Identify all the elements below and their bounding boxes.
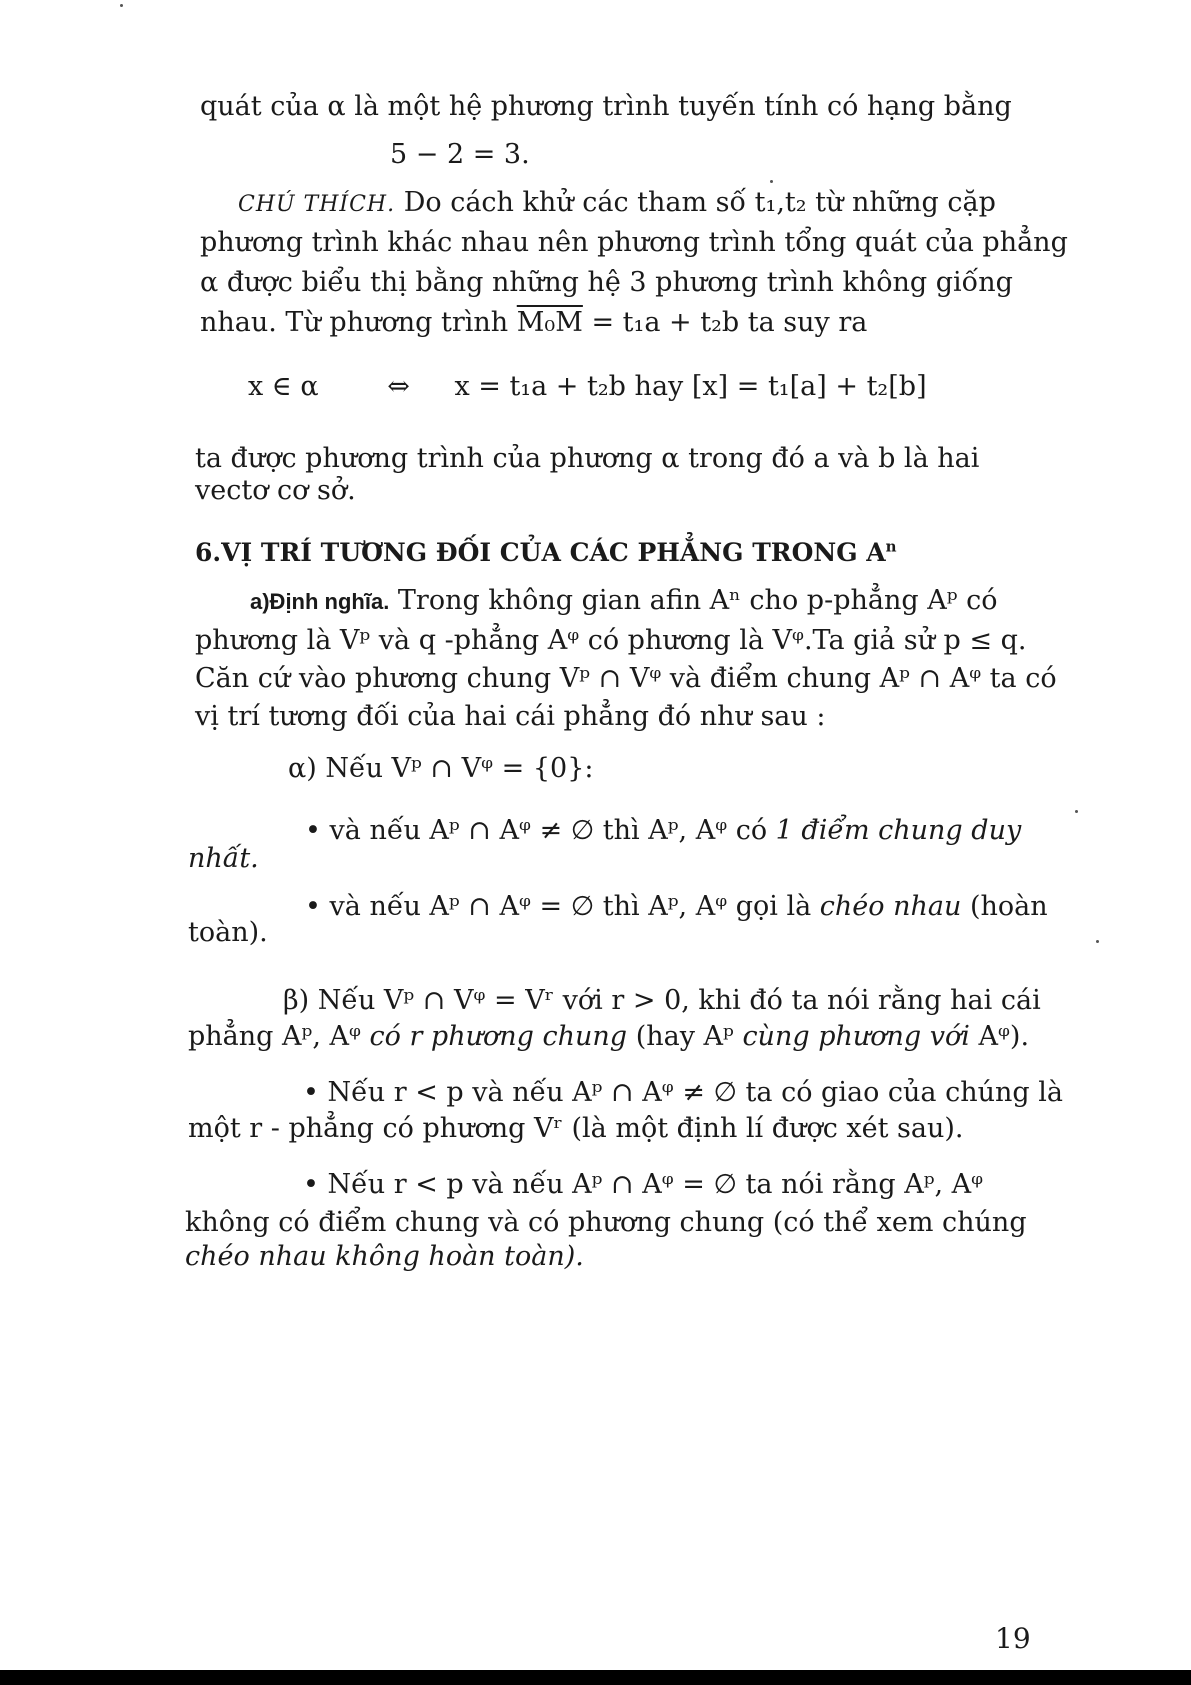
note-text: Do cách khử các tham số t₁,t₂ từ những cặp [403, 187, 996, 218]
text-fragment: Trong không gian afin Aⁿ cho p-phẳng Aᵖ có [397, 585, 998, 616]
text-fragment: • và nếu Aᵖ ∩ Aᵠ = ∅ thì Aᵖ, Aᵠ gọi là [305, 891, 812, 922]
italic-fragment: 1 điểm chung duy [775, 815, 1022, 846]
scan-speck [1075, 810, 1078, 813]
italic-fragment: cùng phương với [742, 1021, 970, 1052]
note-line [238, 186, 996, 222]
scan-speck [120, 4, 123, 7]
vector-m0m: M₀M [516, 307, 583, 338]
text-line: vectơ cơ sở. [195, 475, 356, 506]
text-line: α được biểu thị bằng những hệ 3 phương trình không giống [200, 267, 1013, 298]
equation-row [248, 370, 927, 404]
subheading: a)Định nghĩa. [250, 589, 390, 614]
section-heading [195, 536, 897, 570]
italic-fragment: có r phương chung [369, 1021, 628, 1052]
case-beta: β) Nếu Vᵖ ∩ Vᵠ = Vʳ với r > 0, khi đó ta nói rằng hai cái [283, 985, 1041, 1016]
eq-left: x ∈ α [248, 371, 319, 402]
text-line: không có điểm chung và có phương chung (có thể xem chúng [185, 1207, 1027, 1238]
bullet-line [305, 814, 1021, 848]
text-fragment: • và nếu Aᵖ ∩ Aᵠ ≠ ∅ thì Aᵖ, Aᵠ có [305, 815, 768, 846]
case-alpha: α) Nếu Vᵖ ∩ Vᵠ = {0}: [288, 753, 594, 784]
bullet-line: • Nếu r < p và nếu Aᵖ ∩ Aᵠ ≠ ∅ ta có giao của chúng là [303, 1077, 1063, 1108]
bullet-line [305, 890, 1048, 924]
text-line: vị trí tương đối của hai cái phẳng đó như sau : [195, 701, 826, 732]
scan-speck [770, 180, 773, 183]
text-line: một r - phẳng có phương Vʳ (là một định lí được xét sau). [188, 1113, 964, 1144]
text-line: toàn). [188, 917, 268, 948]
text-line [200, 306, 867, 340]
equation-line: 5 − 2 = 3. [390, 139, 530, 170]
text-fragment: Aᵠ). [978, 1021, 1030, 1052]
text-fragment: = t₁a + t₂b ta suy ra [591, 307, 868, 338]
heading-sup: n [885, 537, 897, 556]
text-fragment: nhau. Từ phương trình [200, 307, 509, 338]
text-line: phương trình khác nhau nên phương trình tổng quát của phẳng [200, 227, 1068, 258]
text-line: phương là Vᵖ và q -phẳng Aᵠ có phương là Vᵠ.Ta giả sử p ≤ q. [195, 625, 1027, 656]
heading-text: 6.VỊ TRÍ TƯƠNG ĐỐI CỦA CÁC PHẲNG TRONG A [195, 538, 886, 567]
italic-fragment: chéo nhau [819, 891, 962, 922]
text-fragment: phẳng Aᵖ, Aᵠ [188, 1021, 361, 1052]
page-number: 19 [995, 1622, 1031, 1655]
text-line: nhất. [188, 843, 259, 874]
note-label: CHÚ THÍCH. [238, 192, 396, 217]
text-line [188, 1020, 1029, 1054]
text-line: chéo nhau không hoàn toàn). [185, 1241, 584, 1272]
bullet-line: • Nếu r < p và nếu Aᵖ ∩ Aᵠ = ∅ ta nói rằng Aᵖ, Aᵠ [303, 1169, 984, 1200]
text-fragment: (hay Aᵖ [635, 1021, 734, 1052]
text-line: Căn cứ vào phương chung Vᵖ ∩ Vᵠ và điểm chung Aᵖ ∩ Aᵠ ta có [195, 663, 1057, 694]
definition-line [250, 584, 997, 619]
scan-speck [1096, 940, 1099, 943]
text-line: quát của α là một hệ phương trình tuyến tính có hạng bằng [200, 91, 1012, 122]
text-fragment: (hoàn [969, 891, 1048, 922]
eq-right: x = t₁a + t₂b hay [x] = t₁[a] + t₂[b] [454, 371, 927, 402]
iff-symbol: ⇔ [387, 371, 410, 402]
text-line: ta được phương trình của phương α trong đó a và b là hai [195, 443, 980, 474]
scan-border [0, 1670, 1191, 1685]
